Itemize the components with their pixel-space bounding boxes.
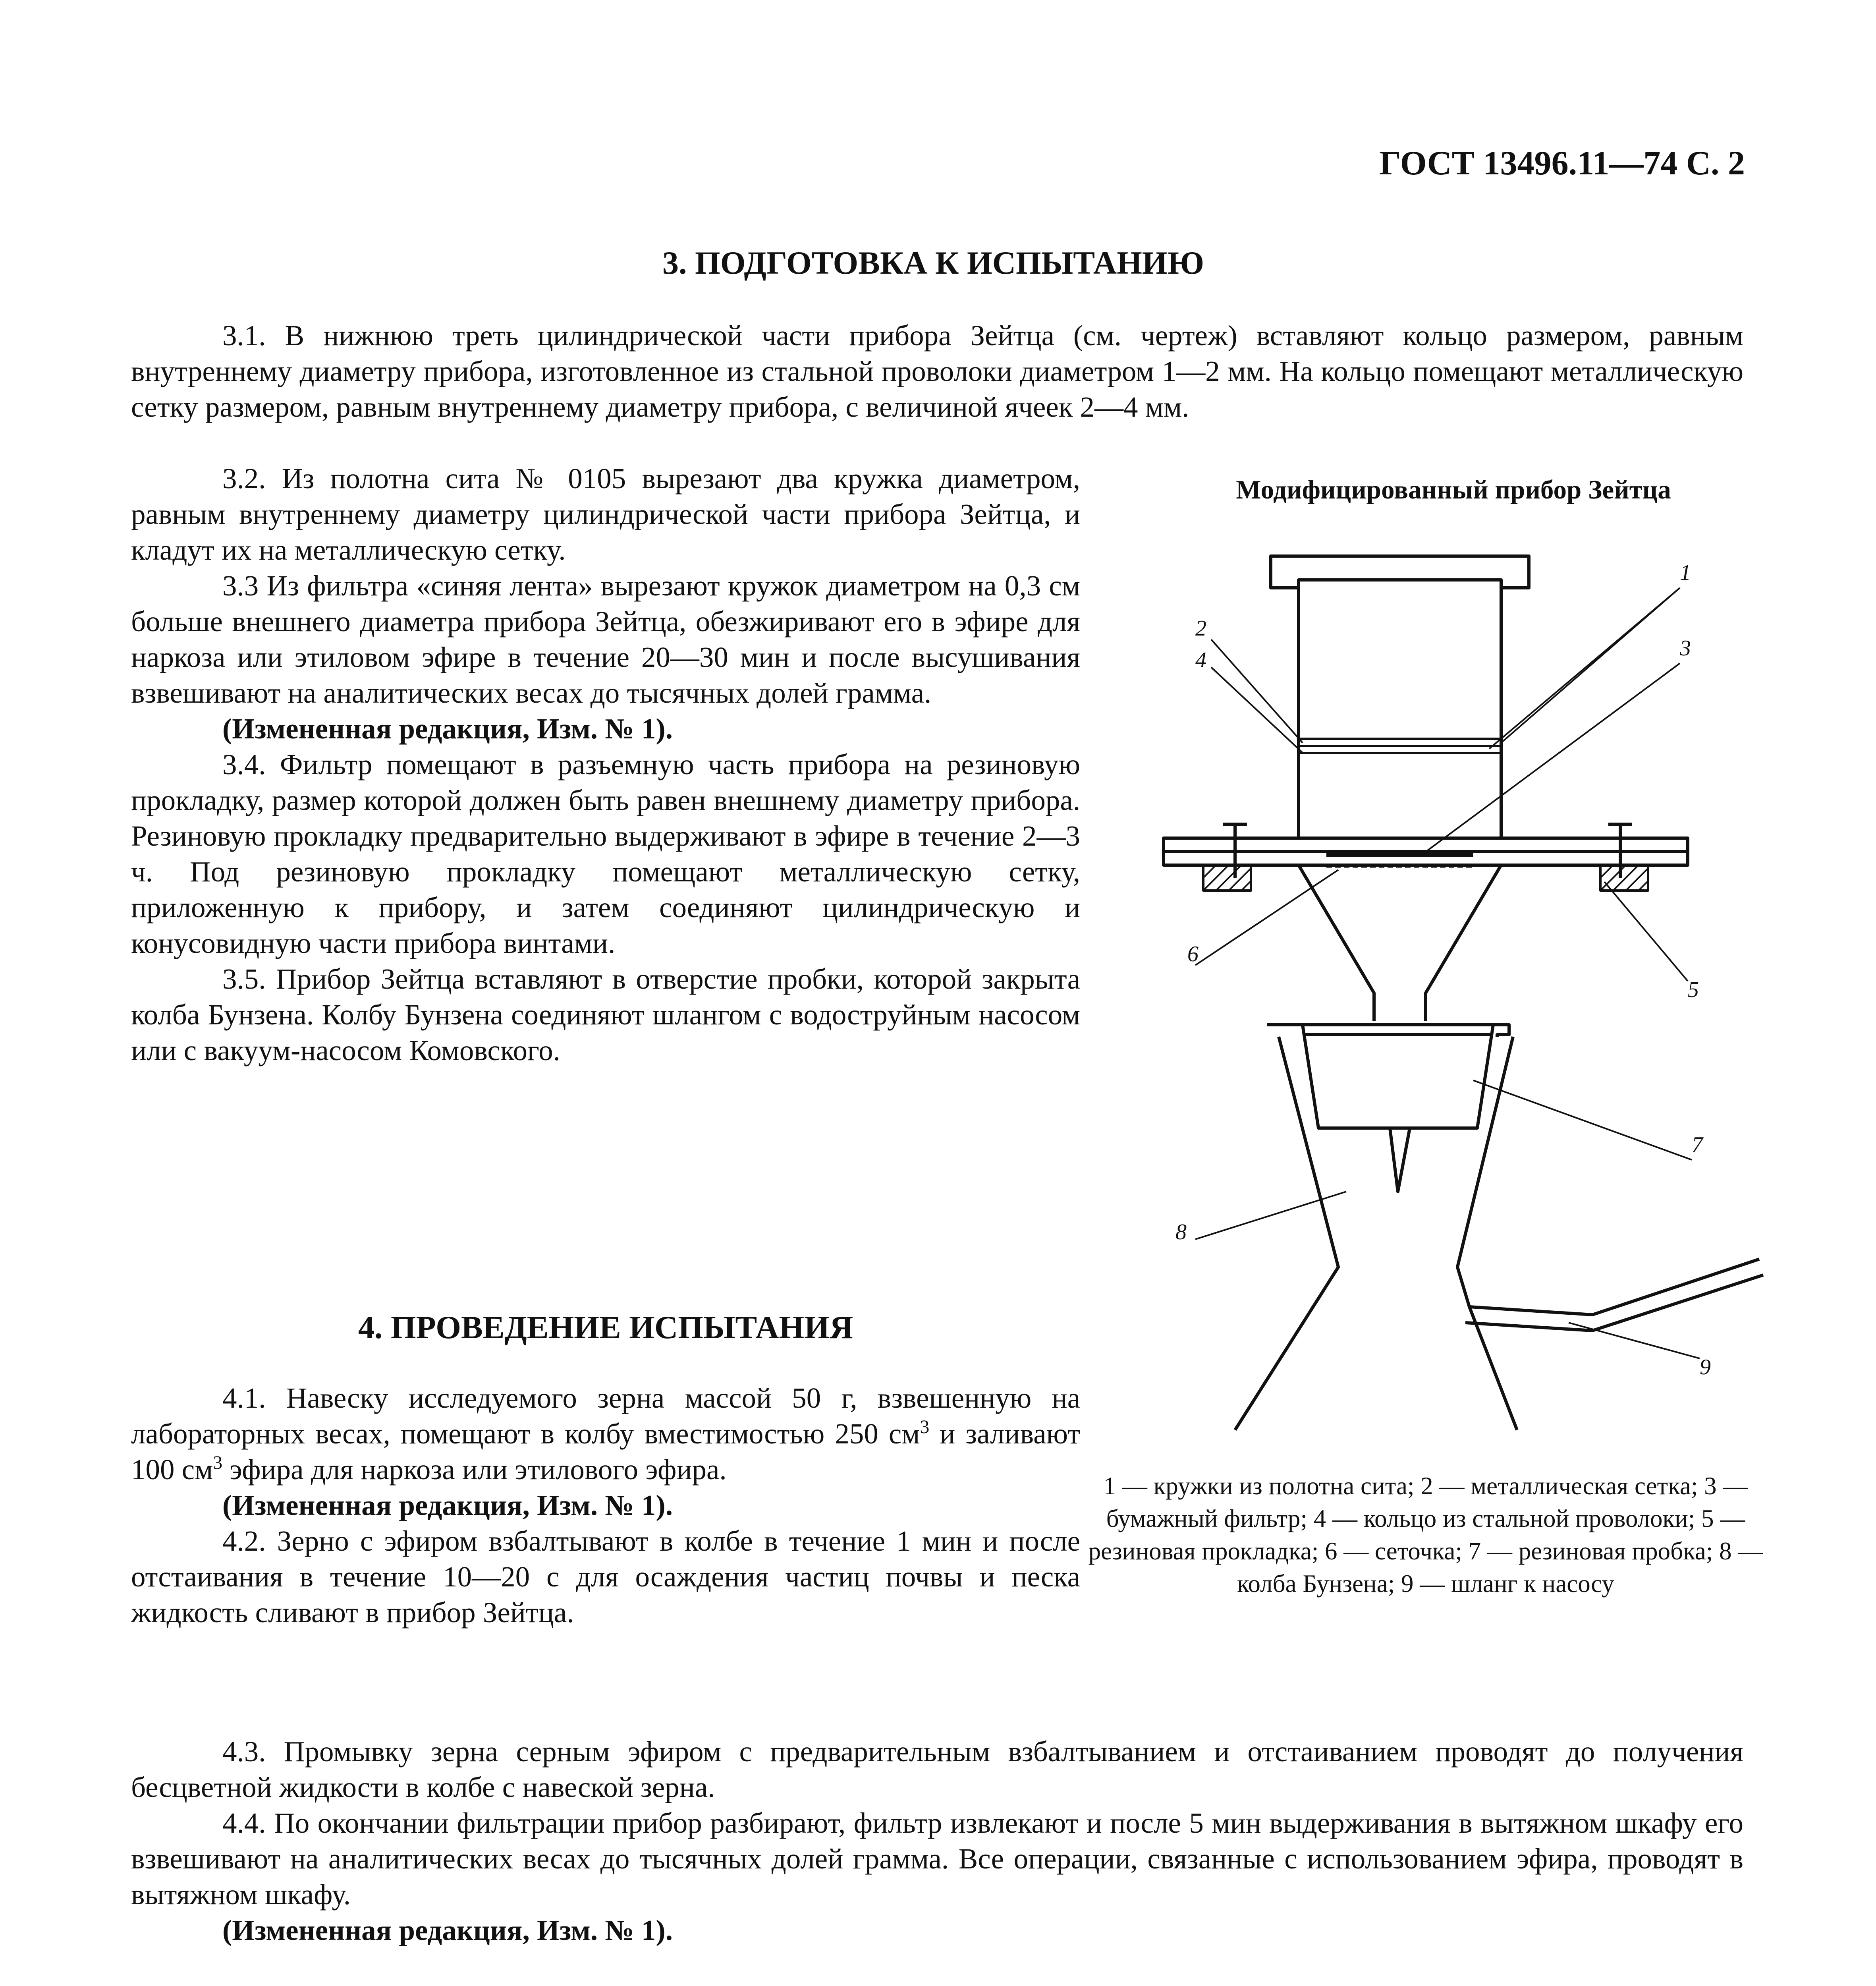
section-4-body — [131, 1380, 1080, 1631]
callout-9: 9 — [1700, 1355, 1711, 1379]
section-3-body — [131, 461, 1080, 1068]
paragraph-3-5: 3.5. Прибор Зейтца вставляют в отверстие пробки, которой закрыта колба Бунзена. Колбу Бунзена соединяют шлангом с водоструйным насосом или с вакуум-насосом Комовского. — [131, 963, 1080, 1066]
section-3-title: 3. ПОДГОТОВКА К ИСПЫТАНИЮ — [662, 245, 1204, 281]
page-header: ГОСТ 13496.11—74 С. 2 — [1379, 144, 1745, 182]
paragraph-3-1: 3.1. В нижнюю треть цилиндрической части прибора Зейтца (см. чертеж) вставляют кольцо размером, равным внутреннему диаметру прибора, изготовленное из стальной проволоки диаметром 1—2 мм. На кольцо помещают металлическую сетку размером, равным внутреннему диаметру прибора, с величиной ячеек 2—4 мм. — [131, 319, 1743, 423]
callout-2: 2 — [1195, 616, 1206, 641]
section-4-title: 4. ПРОВЕДЕНИЕ ИСПЫТАНИЯ — [358, 1309, 853, 1345]
seitz-apparatus-drawing — [1116, 532, 1767, 1438]
callout-6: 6 — [1187, 942, 1199, 966]
figure-caption: 1 — кружки из полотна сита; 2 — металлическая сетка; 3 — бумажный фильтр; 4 — кольцо из стальной проволоки; 5 — резиновая прокладка; 6 — сеточка; 7 — резиновая пробка; 8 — колба Бунзена; 9 — шланг к насосу — [1088, 1472, 1763, 1598]
section-4-body-wide — [131, 1734, 1743, 1948]
callout-7: 7 — [1692, 1132, 1703, 1157]
paragraph-4-4: 4.4. По окончании фильтрации прибор разбирают, фильтр извлекают и после 5 мин выдерживания в вытяжном шкафу его взвешивают на аналитических весах до тысячных долей грамма. Все операции, связанные с использованием эфира, проводят в вытяжном шкафу. — [131, 1807, 1743, 1911]
callout-1: 1 — [1680, 560, 1691, 585]
callout-8: 8 — [1175, 1220, 1187, 1244]
figure-title: Модифицированный прибор Зейтца — [1236, 475, 1671, 504]
paragraph-3-3: 3.3 Из фильтра «синяя лента» вырезают кружок диаметром на 0,3 см больше внешнего диаметра прибора Зейтца, обезжиривают его в эфире для наркоза или этиловом эфире в течение 20—30 мин и после высушивания взвешивают на аналитических весах до тысячных долей грамма. — [131, 570, 1080, 709]
paragraph-4-2: 4.2. Зерно с эфиром взбалтывают в колбе в течение 1 мин и после отстаивания в течение 10—20 с для осаждения частиц почвы и песка жидкость сливают в прибор Зейтца. — [131, 1525, 1080, 1629]
callout-5: 5 — [1688, 978, 1699, 1002]
paragraph-4-1: 4.1. Навеску исследуемого зерна массой 50 г, взвешенную на лабораторных весах, помещают в колбу вместимостью 250 $см^3$ и заливают 100 $см^3$ эфира для наркоза или этилового эфира. — [131, 1382, 1080, 1486]
callout-3: 3 — [1680, 636, 1691, 661]
paragraph-4-3: 4.3. Промывку зерна серным эфиром с предварительным взбалтыванием и отстаиванием проводят до получения бесцветной жидкости в колбе с навеской зерна. — [131, 1735, 1743, 1803]
paragraph-3-4: 3.4. Фильтр помещают в разъемную часть прибора на резиновую прокладку, размер которой должен быть равен внешнему диаметру прибора. Резиновую прокладку предварительно выдерживают в эфире в течение 2—3 ч. Под резиновую прокладку помещают металлическую сетку, приложенную к прибору, и затем соединяют цилиндрическую и конусовидную части прибора винтами. — [131, 748, 1080, 959]
section-3-intro — [131, 318, 1743, 425]
amendment-note: (Измененная редакция, Изм. № 1). — [222, 713, 673, 745]
amendment-note: (Измененная редакция, Изм. № 1). — [222, 1489, 673, 1521]
paragraph-3-2: 3.2. Из полотна сита № 0105 вырезают два кружка диаметром, равным внутреннему диаметру цилиндрической части прибора Зейтца, и кладут их на металлическую сетку. — [131, 462, 1080, 566]
amendment-note: (Измененная редакция, Изм. № 1). — [222, 1914, 673, 1946]
callout-4: 4 — [1195, 648, 1206, 672]
